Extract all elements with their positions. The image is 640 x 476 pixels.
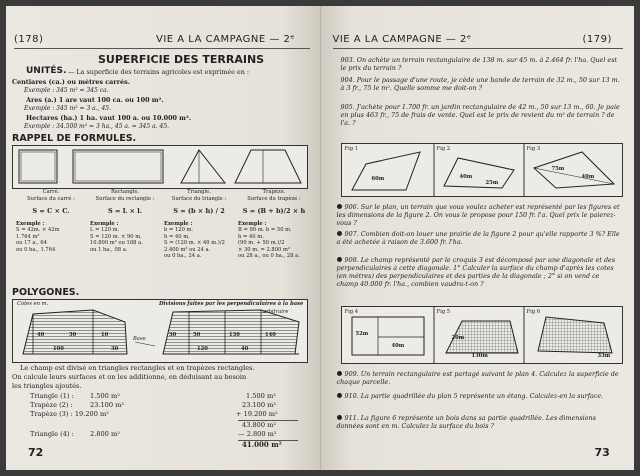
shape-formula: S = (B + b)/2 × h [242, 207, 306, 215]
calc-label: Trapèze (2) : [30, 401, 73, 409]
exercise-number: 911. [344, 414, 359, 422]
exercise-text: La partie quadrillée du plan 5 représente un étang. Calculez-en la surface. [360, 392, 604, 400]
shape-sub: Surface du triangle : [171, 195, 227, 202]
figure-label: Fig 3 [526, 146, 541, 152]
units-line: Exemple : 345 m² = 345 ca. [24, 87, 109, 94]
exercise-number: 903. [340, 56, 355, 64]
units-heading: UNITÉS. [26, 66, 67, 76]
page-title: SUPERFICIE DES TERRAINS [98, 53, 265, 66]
calc-label: Triangle (4) : [30, 430, 74, 438]
figure-dim: 75m [551, 166, 565, 172]
shapes-frame [12, 145, 308, 189]
exercise-number: 910. [344, 392, 359, 400]
figure-dim: 60m [371, 176, 385, 182]
left-page-label: (178) [14, 34, 44, 45]
figure-dim: 33m [597, 353, 611, 359]
bullet-icon [337, 415, 342, 420]
units-line: Centiares (ca.) ou mètres carrés. [12, 78, 130, 86]
poly-fig2-num: 50 [193, 332, 201, 338]
shape-example: Exemple : b = 120 m. h = 40 m. S = (120 m. × 40 m.)/2 2.400 m² ou 24 a. ou 0 ha., 24 a. [164, 220, 225, 259]
shape-sub: Surface du rectangle : [95, 195, 155, 202]
poly-fig2-label: Divisions faites par les perpendiculaires à la base [159, 301, 304, 307]
calc-label: Triangle (1) : [30, 392, 74, 400]
figure-label: Fig 4 [344, 309, 359, 315]
calc-value: 23.100 m² [90, 401, 125, 409]
exercise-text: La figure 6 représente un bois dans sa partie quadrillée. Les dimensions données sont en m. Calculez la surface du bois ? [336, 414, 596, 430]
shape-carre [16, 189, 86, 253]
exercise-906 [337, 203, 621, 227]
polygons-heading: POLYGONES. [12, 287, 80, 298]
shape-sub: Surface du carré : [27, 195, 75, 202]
shape-example: Exemple : L = 120 m. S = 120 m. × 90 m. 10.800 m² ou 108 a. ou 1 ha., 08 a. [90, 220, 143, 253]
figure-dim: 25m [485, 180, 499, 186]
calc-result: + 19.200 m² [236, 410, 278, 418]
figure-label: Fig 2 [436, 146, 451, 152]
right-page-label: (179) [582, 34, 612, 45]
figure-dim: 40m [459, 174, 473, 180]
figure-dim: 40m [581, 174, 595, 180]
units-line: Hectares (ha.) 1 ha. vaut 100 a. ou 10.000 m². [26, 114, 191, 122]
polygons-frame [12, 299, 308, 363]
figures-1-3-drawing [342, 144, 622, 196]
calc-result: 1.500 m² [246, 392, 276, 400]
exercise-number: 908. [344, 256, 359, 264]
exercise-903 [341, 56, 621, 72]
poly-fig2-num: 130 [229, 332, 240, 338]
poly-fig2-num: 120 [197, 346, 208, 352]
calc-total: 41.000 m² [242, 440, 282, 449]
exercise-text: J'achète pour 1.700 fr. un jardin rectangulaire de 42 m., 50 sur 13 m., 60. Je paie en plus 463 fr., 75 de frais de vente. Quel est le prix de revient du m² de terrain ? de l'a. ? [340, 103, 620, 127]
body-line: les triangles ajoutés. [12, 382, 82, 390]
exercise-text: Combien doit-on louer une prairie de la figure 2 pour qu'elle rapporte 3 %? Elle a été achetée à raison de 3.600 fr. l'ha. [336, 230, 620, 246]
poly-fig1-num: 50 [69, 332, 77, 338]
exercise-911 [337, 414, 621, 430]
poly-base-label: Base [133, 336, 146, 342]
shapes-drawing [13, 146, 307, 188]
units-line: — La superficie des terrains agricoles est exprimée en : [68, 68, 249, 76]
shape-trapeze [238, 189, 310, 260]
exercise-text: Le champ représenté par le croquis 3 est décomposé par une diagonale et des perpendiculaires à cette diagonale. 1° Calculer la surface du champ d'après les cotes (en mètres) des perpendiculaires et des parties de la diagonale ; 2° si on vend ce champ 40.000 fr. l'ha., combien vaudra-t-on ? [336, 256, 616, 288]
exercise-number: 906. [344, 203, 359, 211]
left-page [6, 6, 321, 470]
poly-fig1-label: Cotes en m. [17, 301, 49, 307]
figure-dim: 40m [391, 343, 405, 349]
calc-result: 43.800 m² [242, 421, 277, 429]
poly-fig2-sub: arbitraire [263, 309, 289, 315]
calc-result: — 2.800 m² [238, 430, 277, 438]
units-line: Exemple : 34.500 m² = 3 ha., 45 a. = 345 a. 45. [24, 123, 170, 130]
shape-sub: Surface du trapèze : [247, 195, 301, 202]
bullet-icon [337, 231, 342, 236]
figure-label: Fig 6 [526, 309, 541, 315]
exercise-905 [341, 103, 621, 127]
body-line: On calcule leurs surfaces et on les additionne, en déduisant au besoin [12, 373, 247, 381]
exercise-text: Pour le passage d'une route, je cède une bande de terrain de 32 m., 50 sur 13 m. à 3 fr., 75 le m². Quelle somme me doit-on ? [340, 76, 620, 92]
poly-fig1-num: 40 [37, 332, 45, 338]
figure-dim: 20m [451, 335, 465, 341]
shape-example: Exemple : B = 90 m. b = 50 m. h = 40 m. (90 m. + 50 m.)/2 × 30 m. = 2.800 m² ou 28 a., ou 0 ha., 28 a. [238, 220, 300, 259]
left-header-rule [14, 48, 310, 49]
exercise-number: 909. [344, 370, 359, 378]
right-header-rule [333, 48, 623, 49]
exercise-910 [337, 392, 621, 400]
exercise-text: Sur le plan, un terrain que vous voulez acheter est représenté par les figures et les dimensions de la figure 2. On vous le propose pour 150 fr. l'a. Quel prix le paierez-vous ? [336, 203, 620, 227]
shape-name: Trapèze. [262, 189, 286, 195]
shape-triangle [164, 189, 234, 260]
bullet-icon [337, 204, 342, 209]
exercise-text: Un terrain rectangulaire est partagé suivant le plan 4. Calculez la superficie de chaque parcelle. [336, 370, 619, 386]
bullet-icon [337, 393, 342, 398]
shape-formula: S = L × l. [108, 207, 142, 215]
exercise-number: 904. [340, 76, 355, 84]
figure-label: Fig 5 [436, 309, 451, 315]
units-line: Ares (a.) 1 are vaut 100 ca. ou 100 m². [26, 96, 164, 104]
units-line: Exemple : 345 m² = 3 a., 45. [24, 105, 112, 112]
left-page-number: 72 [28, 446, 44, 459]
calc-result: 23.100 m² [242, 401, 277, 409]
book-spread [6, 6, 634, 470]
poly-fig2-num: 40 [241, 346, 249, 352]
calc-label: Trapèze (3) : 19.200 m² [30, 410, 109, 418]
shape-name: Carré. [42, 189, 60, 195]
shape-name: Rectangle. [110, 189, 140, 195]
left-running-head: VIE A LA CAMPAGNE — 2ᵉ [156, 34, 296, 45]
poly-fig2-num: 30 [169, 332, 177, 338]
exercise-907 [337, 230, 621, 246]
poly-fig1-num: 100 [53, 346, 64, 352]
exercise-number: 907. [344, 230, 359, 238]
right-page [321, 6, 635, 470]
exercise-904 [341, 76, 621, 92]
formulas-heading: RAPPEL DE FORMULES. [12, 133, 137, 144]
exercise-909 [337, 370, 621, 386]
poly-fig1-num: 10 [101, 332, 109, 338]
figures-4-6 [341, 306, 623, 364]
figures-1-3 [341, 143, 623, 197]
shape-example: Exemple : S = 42m. × 42m 1.764 m² ou 17 a., 64 ou 0 ha., 1.764 [16, 220, 60, 253]
bullet-icon [337, 257, 342, 262]
poly-fig2-num: 140 [265, 332, 276, 338]
exercise-text: On achète un terrain rectangulaire de 138 m. sur 45 m. à 2.464 fr. l'ha. Quel est le prix du terrain ? [340, 56, 618, 72]
shape-name: Triangle. [187, 189, 211, 195]
calc-value: 2.800 m² [90, 430, 120, 438]
right-page-number: 73 [594, 446, 610, 459]
right-running-head: VIE A LA CAMPAGNE — 2ᵉ [332, 34, 472, 45]
figure-dim: 52m [355, 331, 369, 337]
shape-formula: S = (b × h) / 2 [173, 207, 225, 215]
bullet-icon [337, 371, 342, 376]
body-line: Le champ est divisé en triangles rectangles et en trapèzes rectangles. [20, 364, 255, 372]
exercise-number: 905. [340, 103, 355, 111]
calc-value: 1.500 m² [90, 392, 120, 400]
figure-label: Fig 1 [344, 146, 359, 152]
exercise-908 [337, 256, 621, 288]
shape-rectangle [90, 189, 160, 253]
shape-formula: S = C × C. [32, 207, 70, 215]
poly-fig1-num: 30 [111, 346, 119, 352]
figure-dim: 130m [471, 353, 488, 359]
